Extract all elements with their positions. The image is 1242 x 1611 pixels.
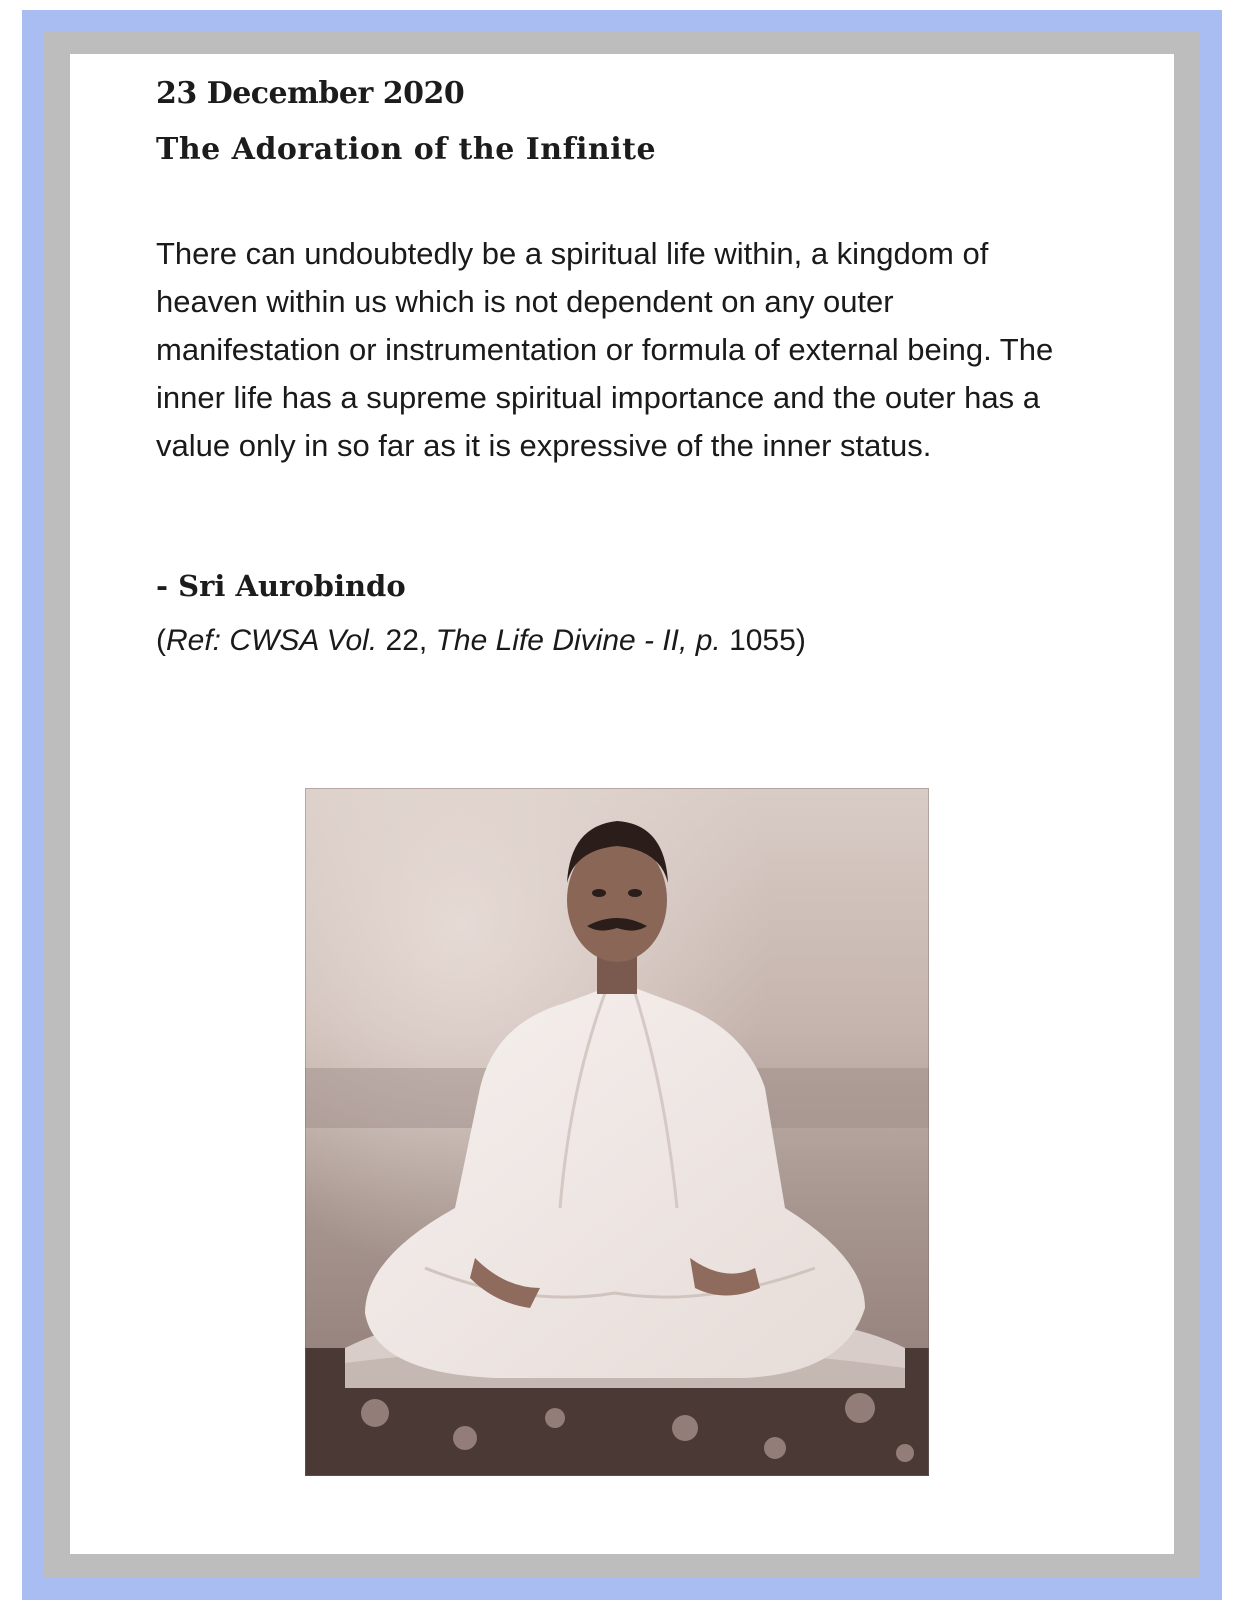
reference-page: 1055 xyxy=(729,624,796,657)
reference-collection: CWSA Vol. xyxy=(229,624,378,657)
reference-volume: 22, xyxy=(385,624,428,657)
reference-label: Ref: xyxy=(166,624,222,657)
quote-title: The Adoration of the Infinite xyxy=(156,132,657,167)
quote-reference xyxy=(156,624,806,658)
reference-open-paren: ( xyxy=(156,624,166,657)
reference-close-paren: ) xyxy=(795,624,806,657)
quote-author: - Sri Aurobindo xyxy=(156,569,406,603)
date-heading: 23 December 2020 xyxy=(156,76,465,111)
portrait-photo xyxy=(305,788,929,1476)
reference-book: The Life Divine - II, p. xyxy=(435,624,721,657)
quote-text: There can undoubtedly be a spiritual life within, a kingdom of heaven within us which is not dependent on any outer manifestation or instrumentation or formula of external being. The inner life has a supreme spiritual importance and the outer has a value only in so far as it is expressive of the inner status. xyxy=(156,236,1054,463)
